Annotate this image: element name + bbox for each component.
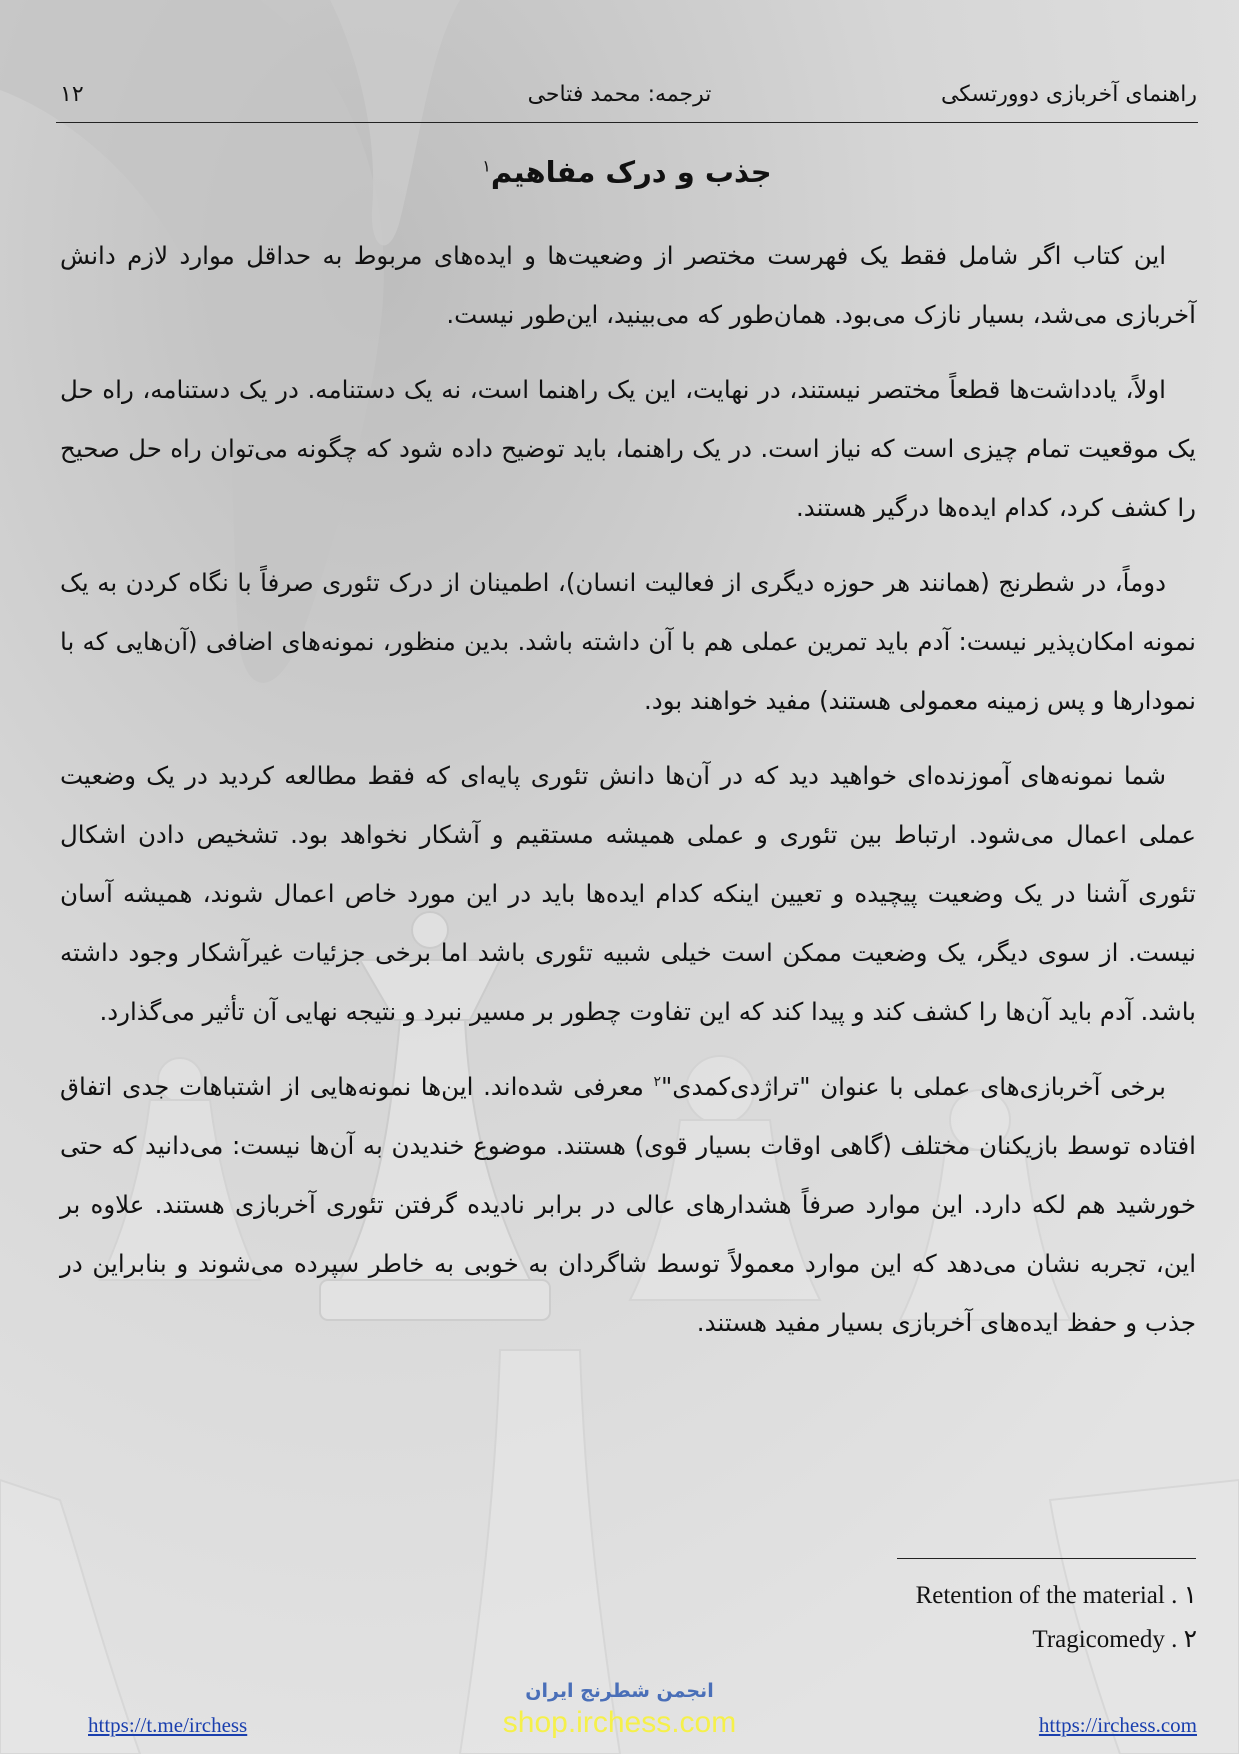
footnote-2: Tragicomedy . ۲: [1032, 1626, 1197, 1653]
telegram-link[interactable]: https://t.me/irchess: [88, 1713, 248, 1737]
footnote-marker-1: ۱: [482, 156, 491, 176]
website-link[interactable]: https://irchess.com: [1038, 1713, 1197, 1737]
paragraph: دوماً، در شطرنج (همانند هر حوزه دیگری از فعالیت انسان)، اطمینان از درک تئوری صرفاً با نگاه کردن به یک نمونه امکان‌پذیر نیست: آدم باید تمرین عملی هم با آن داشته باشد. بدین منظور، نمونه‌های اضافی (آن‌هایی که با نمودارها و پس زمینه معمولی هستند) مفید خواهند بود.: [60, 568, 1196, 715]
paragraph: اولاً، یادداشت‌ها قطعاً مختصر نیستند، در نهایت، این یک راهنما است، نه یک دستنامه. در یک دستنامه، راه حل یک موقعیت تمام چیزی است که نیاز است. در یک راهنما، باید توضیح داده شود که چگونه می‌توان راه حل صحیح را کشف کرد، کدام ایده‌ها درگیر هستند.: [60, 375, 1196, 522]
paragraph: شما نمونه‌های آموزنده‌ای خواهید دید که در آن‌ها دانش تئوری پایه‌ای که فقط مطالعه کردید در یک وضعیت عملی اعمال می‌شود. ارتباط بین تئوری و عملی همیشه مستقیم و آشکار نخواهد بود. تشخیص دادن اشکال تئوری آشنا در یک وضعیت پیچیده و تعیین اینکه کدام ایده‌ها باید در این مورد خاص اعمال شوند، همیشه آسان نیست. از سوی دیگر، یک وضعیت ممکن است خیلی شبیه تئوری باشد اما برخی جزئیات غیرآشکار وجود داشته باشد. آدم باید آن‌ها را کشف کند و پیدا کند که این تفاوت چطور بر مسیر نبرد و نتیجه نهایی آن تأثیر می‌گذارد.: [60, 761, 1196, 1026]
footnote-1: Retention of the material . ۱: [915, 1582, 1197, 1609]
paragraph: این کتاب اگر شامل فقط یک فهرست مختصر از وضعیت‌ها و ایده‌های مربوط به حداقل موارد لازم دانش آخربازی می‌شد، بسیار نازک می‌بود. همان‌طور که می‌بینید، این‌طور نیست.: [60, 241, 1196, 329]
paragraph-text: معرفی شده‌اند. این‌ها نمونه‌هایی از اشتباهات جدی اتفاق افتاده توسط بازیکنان مختلف (گاهی اوقات بسیار قوی) هستند. موضوع خندیدن به آن‌ها نیست: می‌دانید که حتی خورشید هم لکه دارد. این موارد صرفاً هشدارهای عالی در برابر نادیده گرفتن تئوری آخربازی هستند. علاوه بر این، تجربه نشان می‌دهد که این موارد معمولاً توسط شاگردان به خوبی به خاطر سپرده می‌شوند و بنابراین در جذب و حفظ ایده‌های آخربازی بسیار مفید هستند.: [60, 1072, 1196, 1337]
paragraph-text: برخی آخربازی‌های عملی با عنوان "تراژدی‌کمدی": [661, 1072, 1166, 1101]
chapter-title-text: جذب و درک مفاهیم: [490, 155, 772, 189]
chapter-title: [56, 155, 1198, 189]
running-header-translator: ترجمه: محمد فتاحی: [527, 82, 712, 107]
footer-shop-watermark: shop.irchess.com: [502, 1706, 737, 1739]
header-divider: [56, 122, 1198, 123]
page-number: ۱۲: [60, 82, 84, 107]
footnote-marker-2: ۲: [653, 1073, 662, 1090]
footnote-divider: [897, 1558, 1196, 1559]
footer-org-name: انجمن شطرنج ایران: [525, 1680, 714, 1702]
running-header-book-title: راهنمای آخربازی دوورتسکی: [940, 82, 1197, 107]
body-text: [60, 226, 1196, 1368]
paragraph: [60, 1057, 1196, 1352]
